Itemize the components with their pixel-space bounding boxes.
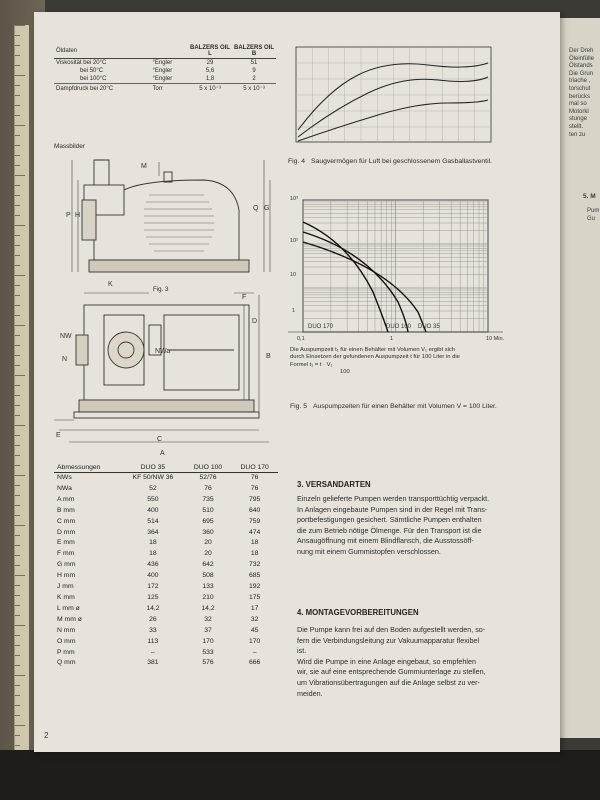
ruler-tick <box>15 365 20 366</box>
dims-cell: 125 <box>147 593 159 601</box>
dims-cell: 76 <box>250 484 259 492</box>
dims-row <box>54 571 278 582</box>
ruler-tick <box>15 495 20 496</box>
dims-row <box>54 549 278 560</box>
ruler-tick <box>15 175 25 176</box>
text-line: meiden. <box>297 688 323 698</box>
dims-cell: 795 <box>249 495 261 503</box>
oil-row-value-l: 29 <box>206 60 214 66</box>
dims-cell: 400 <box>147 506 159 514</box>
dims-row <box>54 648 278 659</box>
ruler-tick <box>15 615 20 616</box>
dims-row-label: O mm <box>57 637 76 645</box>
ruler-tick <box>15 75 25 76</box>
oil-row-label: bei 100°C <box>80 76 107 82</box>
dims-cell: 45 <box>250 626 259 634</box>
ruler-tick <box>15 665 20 666</box>
oil-row-label: Dampfdruck bei 20°C <box>56 85 114 92</box>
ruler-tick <box>15 35 20 36</box>
text-line: die zum Betrieb nötige Ölmenge. Für den Transport ist die <box>297 525 482 535</box>
dims-cell: 400 <box>147 572 159 580</box>
adjacent-line: torschut <box>569 85 591 92</box>
dims-cell: 474 <box>249 528 261 536</box>
dims-row <box>54 582 278 593</box>
dims-cell: 14,2 <box>146 604 160 612</box>
text-line: nung mit einem Gummistopfen verschlossen. <box>297 546 441 556</box>
adjacent-line: Öleinfülle <box>569 55 595 62</box>
ruler-tick <box>15 535 20 536</box>
adjacent-line: ten zu <box>569 131 586 138</box>
dims-cell: 18 <box>149 539 157 547</box>
oil-data-table <box>54 44 276 93</box>
ruler-tick <box>15 345 20 346</box>
dim-label-nw: NW <box>60 333 72 340</box>
dims-cell: 170 <box>249 637 261 645</box>
dims-cell: 514 <box>147 517 159 525</box>
adjacent-line: stellt. <box>569 123 584 130</box>
dims-row-label: N mm <box>57 626 76 634</box>
dim-label-q: Q <box>253 205 259 212</box>
oil-row-unit: °Engler <box>152 60 173 66</box>
dim-label-f: F <box>242 294 247 301</box>
dims-cell: 76 <box>204 484 212 492</box>
ruler-tick <box>15 405 20 406</box>
ruler-tick <box>15 165 20 166</box>
dim-label-h: H <box>75 212 81 219</box>
oil-row-unit: Torr <box>152 85 163 92</box>
text-line: portbefestigungen gesichert. Sämtliche Pumpen enthalten <box>297 515 482 525</box>
dim-label-k: K <box>108 281 113 288</box>
oil-row-value-l: 1,8 <box>205 76 215 82</box>
ruler-tick <box>15 725 25 726</box>
ruler-tick <box>15 525 25 526</box>
fig5-xtick-01: 0,1 <box>297 336 305 342</box>
ruler-tick <box>15 65 20 66</box>
dims-cell: 175 <box>249 593 261 601</box>
dims-row <box>54 473 278 484</box>
dims-cell: – <box>252 648 257 656</box>
dims-cell: 18 <box>149 550 157 558</box>
ruler-tick <box>15 465 20 466</box>
dims-row <box>54 495 278 506</box>
ruler-tick <box>15 155 20 156</box>
dims-cell: 20 <box>204 550 212 558</box>
fig5-note-denominator: 100 <box>340 369 350 376</box>
dims-row-label: D mm <box>57 528 76 536</box>
ruler-tick <box>15 135 20 136</box>
dims-row-label: F mm <box>57 550 75 558</box>
ruler-tick <box>15 455 20 456</box>
dims-cell: 32 <box>204 615 212 623</box>
text-line: wir, sie auf eine entsprechende Gummiunterlage zu stellen, <box>297 667 486 677</box>
ruler <box>14 25 29 765</box>
ruler-tick <box>15 645 20 646</box>
ruler-tick <box>15 355 20 356</box>
fig5-ytick-1000: 10³ <box>290 196 298 202</box>
oil-row-value-b: 5 x 10⁻³ <box>243 86 265 92</box>
ruler-tick <box>15 305 20 306</box>
fig3-label: Fig. 3 <box>153 286 169 293</box>
dims-cell: 33 <box>149 626 157 634</box>
fig5-ytick-1: 1 <box>292 308 296 314</box>
dims-row-label: NWa <box>57 484 72 492</box>
ruler-tick <box>15 255 20 256</box>
ruler-tick <box>15 415 20 416</box>
ruler-tick <box>15 595 20 596</box>
ruler-tick <box>15 745 20 746</box>
ruler-tick <box>15 225 25 226</box>
dims-row-label: K mm <box>57 593 75 601</box>
ruler-tick <box>15 675 25 676</box>
ruler-tick <box>15 715 20 716</box>
dims-row-label: M mm ø <box>57 615 82 623</box>
dims-cell: 732 <box>249 561 261 569</box>
page-number: 2 <box>44 731 49 740</box>
ruler-tick <box>15 445 20 446</box>
fig5-xtick-10: 10 Min. <box>486 336 505 342</box>
dims-row <box>54 626 278 637</box>
ruler-tick <box>15 275 25 276</box>
section3-title: 3. VERSANDARTEN <box>297 480 371 489</box>
dims-row <box>54 615 278 626</box>
ruler-tick <box>15 385 20 386</box>
fig5-note-line3: Formel t₁ = t · V₁ <box>290 361 333 368</box>
dim-label-e: E <box>56 432 61 439</box>
fig5-caption-num: Fig. 5 <box>290 403 307 410</box>
dims-cell: 666 <box>249 659 261 667</box>
ruler-tick <box>15 25 25 26</box>
dims-cell: KF 50/NW 36 <box>132 474 174 481</box>
dims-cell: 170 <box>202 637 214 645</box>
dims-header: Abmessungen <box>54 463 121 473</box>
ruler-tick <box>15 505 20 506</box>
ruler-tick <box>15 185 20 186</box>
adjacent-page <box>557 18 600 738</box>
oil-row-unit: °Engler <box>152 76 173 82</box>
ruler-tick <box>15 735 20 736</box>
fig5-note <box>290 347 460 377</box>
dims-row <box>54 538 278 549</box>
drawing-title: Massbilder <box>54 143 85 150</box>
adjacent-line: Pum <box>587 208 600 214</box>
text-line: Wird die Pumpe in eine Anlage eingebaut, so empfehlen <box>297 656 477 666</box>
pump-drawing <box>54 150 279 455</box>
oil-row-label: Viskosität bei 20°C <box>56 60 107 66</box>
dims-cell: 17 <box>250 604 259 612</box>
ruler-tick <box>15 55 20 56</box>
ruler-tick <box>15 545 20 546</box>
ruler-tick <box>15 685 20 686</box>
dims-row <box>54 528 278 539</box>
dims-cell: 172 <box>147 583 159 591</box>
ruler-tick <box>15 235 20 236</box>
dims-row-label: E mm <box>57 539 75 547</box>
ruler-tick <box>15 145 20 146</box>
dims-cell: 192 <box>249 583 261 591</box>
oil-row-value-b: 9 <box>252 68 256 74</box>
fig5-legend-duo170: DUO 170 <box>308 324 334 330</box>
dims-row <box>54 637 278 648</box>
ruler-tick <box>15 555 20 556</box>
dims-header: DUO 170 <box>231 463 278 473</box>
dims-row <box>54 593 278 604</box>
adjacent-line: Die Grun <box>569 70 594 77</box>
dims-cell: 735 <box>202 495 214 503</box>
adjacent-line: triache , <box>569 78 591 85</box>
oil-row <box>54 75 276 84</box>
dim-label-b: B <box>266 353 271 360</box>
oil-table-header: Öldaten <box>56 48 78 54</box>
dims-cell: 640 <box>249 506 261 514</box>
ruler-tick <box>15 575 25 576</box>
text-line: fern die Verbindungsleitung zur Vakuumapparatur flexibel <box>297 635 480 645</box>
fig5-legend-duo35: DUO 35 <box>418 324 440 330</box>
dim-label-c: C <box>157 436 163 443</box>
dims-row-label: P mm <box>57 648 75 656</box>
dim-label-d: D <box>252 318 258 325</box>
text-line: In Anlagen eingebaute Pumpen sind in der Regel mit Trans- <box>297 504 488 514</box>
ruler-tick <box>15 45 20 46</box>
ruler-tick <box>15 195 20 196</box>
dim-label-nwa: NWa <box>155 348 171 355</box>
dims-row <box>54 604 278 615</box>
dims-row <box>54 517 278 528</box>
dims-row <box>54 484 278 495</box>
adjacent-section-text <box>587 208 599 223</box>
adjacent-line: berücks <box>569 93 591 100</box>
dims-cell: 52 <box>149 484 157 492</box>
ruler-tick <box>15 705 20 706</box>
oil-col-b: BALZERS OIL B <box>234 45 274 57</box>
oil-row-value-b: 2 <box>252 76 256 82</box>
dims-cell: 26 <box>149 615 157 623</box>
dims-row-label: H mm <box>57 572 76 580</box>
dims-cell: 360 <box>202 528 214 536</box>
ruler-tick <box>15 205 20 206</box>
fig5-note-line1: Die Auspumpzeit t₁ für einen Behälter mit Volumen V₁ ergibt sich <box>290 347 456 353</box>
dims-cell: 210 <box>202 593 214 601</box>
dims-row <box>54 658 278 669</box>
oil-row <box>54 59 276 68</box>
ruler-tick <box>15 95 20 96</box>
oil-row <box>54 67 276 75</box>
dims-cell: 685 <box>249 572 261 580</box>
dims-row-label: B mm <box>57 506 75 514</box>
fig5-note-line2: durch Einsetzen der gefundenen Auspumpzeit t für 100 Liter in die <box>290 354 460 361</box>
text-line: Ansaugöffnung mit einem Blindflansch, die Ausstossöff- <box>297 536 474 546</box>
dims-row-label: L mm ø <box>57 604 80 612</box>
text-line: um Vibrationsübertragungen auf die Anlage selbst zu ver- <box>297 677 480 687</box>
ruler-tick <box>15 635 20 636</box>
adjacent-line: mal so <box>569 101 587 108</box>
dim-label-a: A <box>160 450 165 457</box>
dims-row-label: A mm <box>57 495 75 503</box>
ruler-tick <box>15 425 25 426</box>
ruler-tick <box>15 565 20 566</box>
ruler-tick <box>15 655 20 656</box>
ruler-tick <box>15 325 25 326</box>
dimensions-table <box>54 463 278 669</box>
oil-col-l: BALZERS OIL L <box>190 45 230 57</box>
fig4-chart <box>288 45 496 150</box>
ruler-tick <box>15 265 20 266</box>
dims-cell: 52/76 <box>199 474 217 481</box>
oil-row <box>54 84 276 94</box>
dims-cell: 381 <box>147 659 159 667</box>
dims-cell: 364 <box>147 528 159 536</box>
section4-text <box>297 625 559 699</box>
ruler-tick <box>15 295 20 296</box>
ruler-tick <box>15 395 20 396</box>
adjacent-line: Gu <box>587 215 596 222</box>
ruler-tick <box>15 485 20 486</box>
dim-label-m: M <box>141 163 147 170</box>
dims-row <box>54 506 278 517</box>
ruler-tick <box>15 285 20 286</box>
text-line: ist. <box>297 646 307 656</box>
dims-row-label: NWs <box>57 474 72 481</box>
fig5-ytick-10: 10 <box>290 272 297 278</box>
dims-header: DUO 100 <box>185 463 232 473</box>
dims-cell: 550 <box>147 495 159 503</box>
ruler-tick <box>15 375 25 376</box>
ruler-tick <box>15 125 25 126</box>
ruler-tick <box>15 605 20 606</box>
ruler-tick <box>15 115 20 116</box>
ruler-tick <box>15 585 20 586</box>
ruler-tick <box>15 105 20 106</box>
ruler-tick <box>15 625 25 626</box>
dims-cell: 759 <box>249 517 261 525</box>
dims-cell: 642 <box>202 561 214 569</box>
dims-cell: 20 <box>204 539 212 547</box>
dims-cell: 76 <box>250 474 259 481</box>
dims-cell: 32 <box>250 615 259 623</box>
dims-cell: 576 <box>202 659 214 667</box>
fig5-ytick-100: 10² <box>290 238 298 244</box>
dims-cell: 695 <box>202 517 214 525</box>
fig4-caption: Saugvermögen für Luft bei geschlossenem Gasballastventil. <box>311 158 492 165</box>
oil-row-label: bei 50°C <box>80 68 104 74</box>
oil-row-value-b: 51 <box>250 60 258 66</box>
dim-label-p: P <box>66 212 71 219</box>
text-line: Die Pumpe kann frei auf den Boden aufgestellt werden, so- <box>297 625 486 634</box>
ruler-tick <box>15 85 20 86</box>
ruler-tick <box>15 515 20 516</box>
ruler-tick <box>15 335 20 336</box>
fig5-legend-duo100: DUO 100 <box>386 324 412 330</box>
dims-row-label: C mm <box>57 517 76 525</box>
dims-row <box>54 560 278 571</box>
section4-title: 4. MONTAGEVORBEREITUNGEN <box>297 608 419 617</box>
dims-cell: 533 <box>202 648 214 656</box>
adjacent-line: stunge <box>569 116 588 123</box>
dims-cell: 436 <box>147 561 159 569</box>
adjacent-line: Der Dreh <box>569 48 594 54</box>
fig4-caption-num: Fig. 4 <box>288 158 305 165</box>
fig5-caption: Auspumpzeiten für einen Behälter mit Volumen V = 100 Liter. <box>313 403 497 410</box>
dims-header: DUO 35 <box>121 463 185 473</box>
oil-row-unit: °Engler <box>152 68 173 74</box>
ruler-tick <box>15 215 20 216</box>
dims-row-label: Q mm <box>57 659 76 667</box>
dims-cell: 510 <box>202 506 214 514</box>
dim-label-n: N <box>62 356 68 363</box>
dims-cell: 133 <box>202 583 214 591</box>
background-bottom <box>0 750 600 800</box>
dims-row-label: J mm <box>57 583 74 591</box>
section3-text <box>297 494 559 558</box>
oil-row-value-l: 5,6 <box>205 68 215 74</box>
ruler-tick <box>15 475 25 476</box>
dims-row-label: G mm <box>57 561 76 569</box>
ruler-tick <box>15 435 20 436</box>
dims-cell: 508 <box>202 572 214 580</box>
ruler-tick <box>15 245 20 246</box>
adjacent-line: Ölstands <box>569 63 593 70</box>
dims-cell: – <box>151 648 155 656</box>
ruler-tick <box>15 695 20 696</box>
adjacent-line: Motorkl <box>569 108 589 115</box>
dims-cell: 14,2 <box>201 604 215 612</box>
fig5-xtick-1: 1 <box>390 336 394 342</box>
dims-cell: 113 <box>147 637 159 645</box>
dim-label-g: G <box>264 205 270 212</box>
ruler-tick <box>15 315 20 316</box>
dims-cell: 18 <box>250 550 259 558</box>
dims-cell: 18 <box>250 539 259 547</box>
adjacent-page-text <box>569 48 594 139</box>
adjacent-section-title: 5. M <box>583 193 596 200</box>
text-line: Einzeln gelieferte Pumpen werden transporttüchtig verpackt. <box>297 494 490 503</box>
dims-cell: 37 <box>204 626 212 634</box>
oil-row-value-l: 5 x 10⁻³ <box>199 86 221 92</box>
